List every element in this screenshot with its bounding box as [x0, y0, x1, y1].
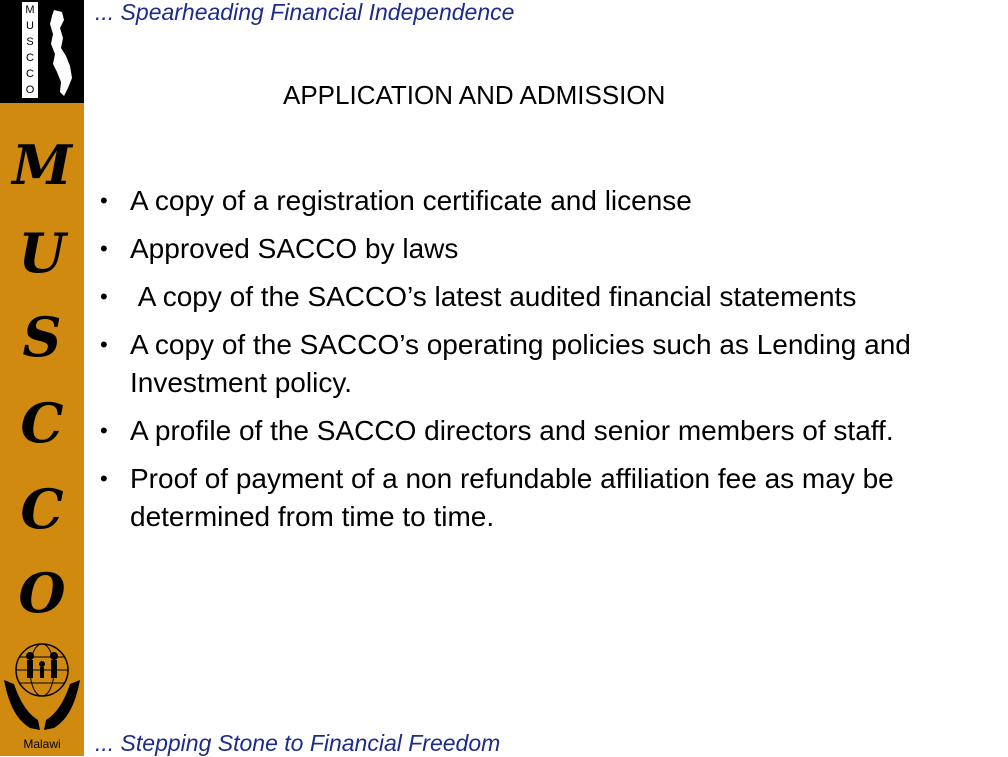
logo-letter: C: [26, 51, 34, 64]
big-letter: C: [20, 477, 64, 541]
logo-letter: M: [25, 3, 35, 16]
list-item-text: Proof of payment of a non refundable affiliation fee as may be determined from time to time.: [130, 463, 894, 532]
list-item: [100, 460, 980, 536]
big-letter: U: [18, 221, 66, 285]
header-tagline: ... Spearheading Financial Independence: [95, 0, 515, 25]
musco-logo: [0, 0, 84, 103]
list-item-text: A profile of the SACCO directors and senior members of staff.: [130, 415, 894, 446]
logo-letter: C: [26, 67, 34, 80]
footer-tagline: ... Stepping Stone to Financial Freedom: [95, 730, 501, 756]
bullet-icon: •: [100, 284, 108, 309]
list-item-text: A copy of the SACCO’s operating policies such as Lending and Investment policy.: [130, 329, 911, 398]
big-letter: O: [18, 561, 66, 625]
bullet-icon: •: [100, 418, 108, 443]
list-item: [100, 182, 980, 220]
bullet-icon: •: [100, 466, 108, 491]
logo-letters: [22, 2, 38, 98]
list-item: [100, 230, 980, 268]
sidebar: [0, 0, 84, 756]
big-letter: M: [12, 133, 72, 197]
bullet-icon: •: [100, 332, 108, 357]
list-item-text: A copy of a registration certificate and license: [130, 185, 692, 216]
bullet-icon: •: [100, 188, 108, 213]
emblem-label: Malawi: [23, 737, 61, 751]
logo-letter: S: [26, 35, 34, 48]
page-title: APPLICATION AND ADMISSION: [283, 80, 666, 110]
logo-letter: U: [26, 19, 34, 32]
malawi-map-icon: [44, 8, 76, 98]
requirements-list: [100, 182, 980, 546]
list-item-text: A copy of the SACCO’s latest audited financial statements: [130, 281, 857, 312]
bullet-icon: •: [100, 236, 108, 261]
list-item: [100, 326, 980, 402]
logo-letter: O: [25, 83, 35, 96]
list-item: [100, 412, 980, 450]
list-item-text: Approved SACCO by laws: [130, 233, 459, 264]
list-item: [100, 278, 980, 316]
big-letter: S: [22, 305, 62, 369]
big-letter: C: [20, 391, 64, 455]
